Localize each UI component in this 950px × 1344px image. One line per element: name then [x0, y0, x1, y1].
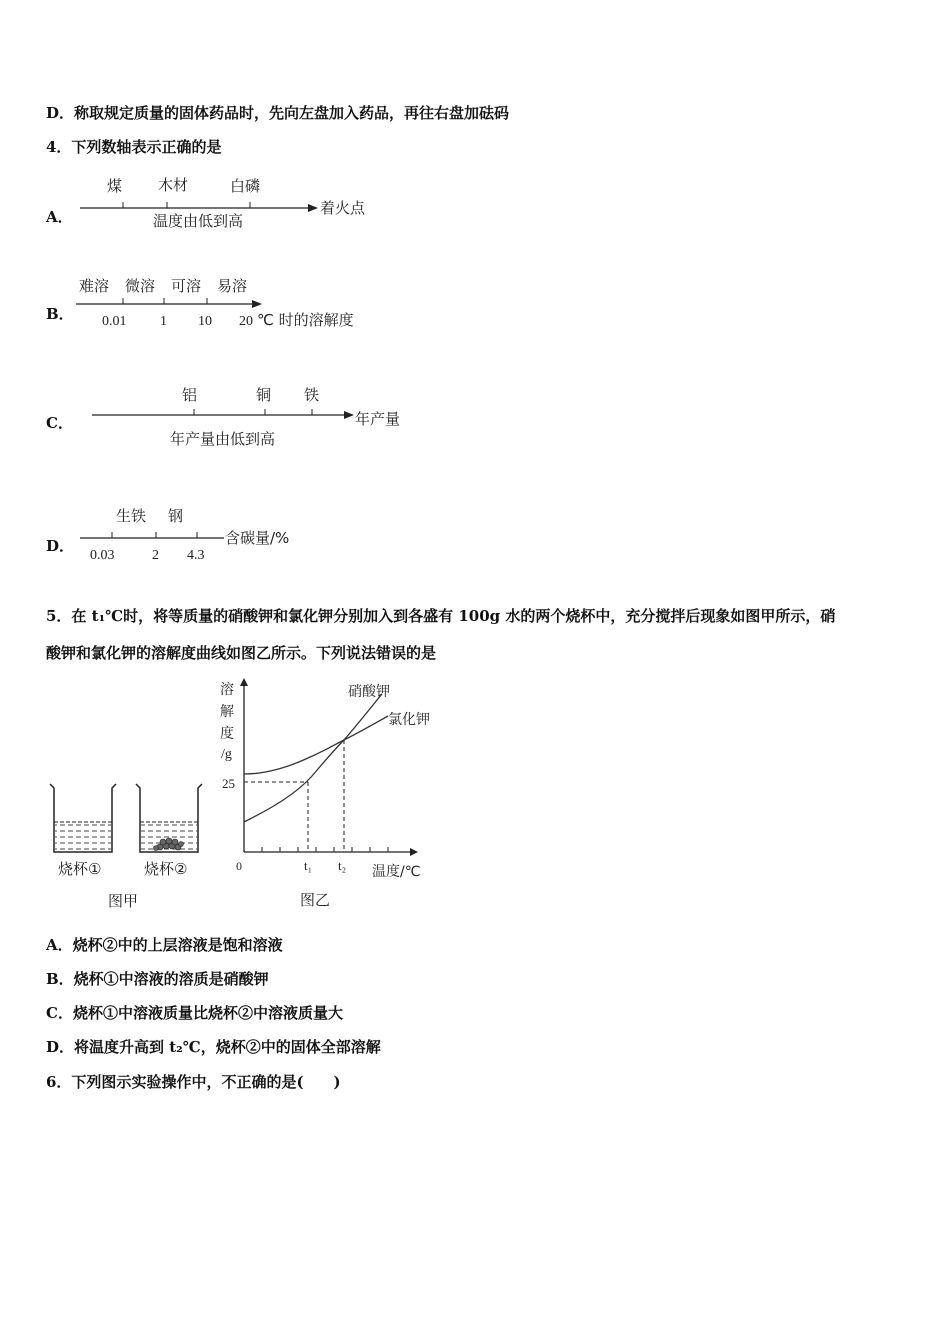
figure-a-caption: 图甲 — [108, 892, 139, 910]
value-label: 0.03 — [90, 548, 115, 563]
axis-label: 年产量 — [355, 410, 401, 428]
q5-option-b: B．烧杯①中溶液的溶质是硝酸钾 — [46, 970, 269, 988]
range-label: 可溶 — [171, 277, 202, 295]
beaker-2 — [136, 784, 202, 852]
tick-label: 钢 — [168, 507, 184, 525]
range-label: 难溶 — [79, 277, 110, 295]
curve-potassium-nitrate — [244, 694, 382, 822]
q4-stem: 4．下列数轴表示正确的是 — [46, 138, 222, 156]
q5-stem-line1: 5．在 t₁℃时，将等质量的硝酸钾和氯化钾分别加入到各盛有 100g 水的两个烧杯中，充分搅拌后现象如图甲所示，硝 — [46, 607, 836, 625]
curve-potassium-chloride — [244, 716, 388, 774]
x-axis-label: 温度/℃ — [372, 864, 421, 880]
tick-label: 生铁 — [116, 507, 147, 525]
q4-option-a-label: A． — [46, 208, 73, 226]
q5-stem-line2: 酸钾和氯化钾的溶解度曲线如图乙所示。下列说法错误的是 — [46, 644, 437, 662]
x-tick-t2: t₂ — [338, 858, 347, 873]
tick-label: 木材 — [158, 176, 189, 194]
beaker-1-label: 烧杯① — [58, 860, 102, 878]
axis-label: 含碳量/% — [225, 529, 290, 547]
q5-option-a: A．烧杯②中的上层溶液是饱和溶液 — [46, 936, 283, 954]
y-label-3: 度 — [220, 726, 234, 742]
figure-solubility-chart — [212, 676, 442, 916]
arrow-head — [344, 411, 354, 419]
value-label: 20 — [239, 314, 253, 329]
q4-option-a-number-line — [76, 172, 396, 232]
value-label: 1 — [160, 314, 167, 329]
beaker-1 — [50, 784, 116, 852]
y-tick-25: 25 — [222, 776, 235, 791]
q5-option-c: C．烧杯①中溶液质量比烧杯②中溶液质量大 — [46, 1004, 343, 1022]
y-label-4: /g — [221, 747, 232, 762]
q3-option-d: D．称取规定质量的固体药品时，先向左盘加入药品，再往右盘加砝码 — [46, 104, 510, 122]
tick-label: 铜 — [256, 386, 272, 404]
q4-option-d-label: D． — [46, 537, 75, 555]
axis-label: 着火点 — [320, 199, 366, 217]
y-axis-arrow — [240, 678, 248, 686]
value-label: 10 — [198, 314, 212, 329]
x-origin-label: 0 — [236, 859, 242, 873]
range-label: 微溶 — [125, 277, 156, 295]
x-minor-ticks — [262, 847, 388, 852]
beaker-2-label: 烧杯② — [144, 860, 188, 878]
axis-caption: 温度由低到高 — [153, 212, 244, 230]
x-axis-arrow — [410, 848, 418, 856]
arrow-head — [308, 204, 318, 212]
tick-label: 煤 — [107, 177, 123, 195]
tick-label: 铝 — [182, 386, 198, 404]
y-label-2: 解 — [220, 704, 234, 720]
curve-2-label: 氯化钾 — [388, 712, 430, 728]
q4-option-c-number-line — [76, 382, 416, 452]
arrow-head — [252, 300, 262, 308]
axis-caption: 年产量由低到高 — [170, 430, 276, 448]
x-tick-t1: t₁ — [304, 858, 313, 873]
q4-option-b-label: B． — [46, 305, 74, 323]
curve-1-label: 硝酸钾 — [348, 684, 390, 700]
figure-b-caption: 图乙 — [300, 891, 331, 909]
q4-option-c-label: C． — [46, 414, 73, 432]
value-label: 2 — [152, 548, 159, 563]
value-label: 4.3 — [187, 548, 205, 563]
axis-label: ℃ 时的溶解度 — [257, 311, 354, 329]
y-label-1: 溶 — [220, 682, 234, 698]
tick-label: 白磷 — [230, 177, 261, 195]
q4-option-d-number-line — [76, 503, 356, 563]
tick-label: 铁 — [304, 386, 320, 404]
q6-stem: 6．下列图示实验操作中，不正确的是( ) — [46, 1073, 341, 1091]
range-label: 易溶 — [217, 277, 248, 295]
value-label: 0.01 — [102, 314, 127, 329]
q4-option-b-number-line — [76, 272, 396, 332]
figure-beakers — [44, 780, 214, 920]
q5-option-d: D．将温度升高到 t₂℃，烧杯②中的固体全部溶解 — [46, 1038, 381, 1056]
